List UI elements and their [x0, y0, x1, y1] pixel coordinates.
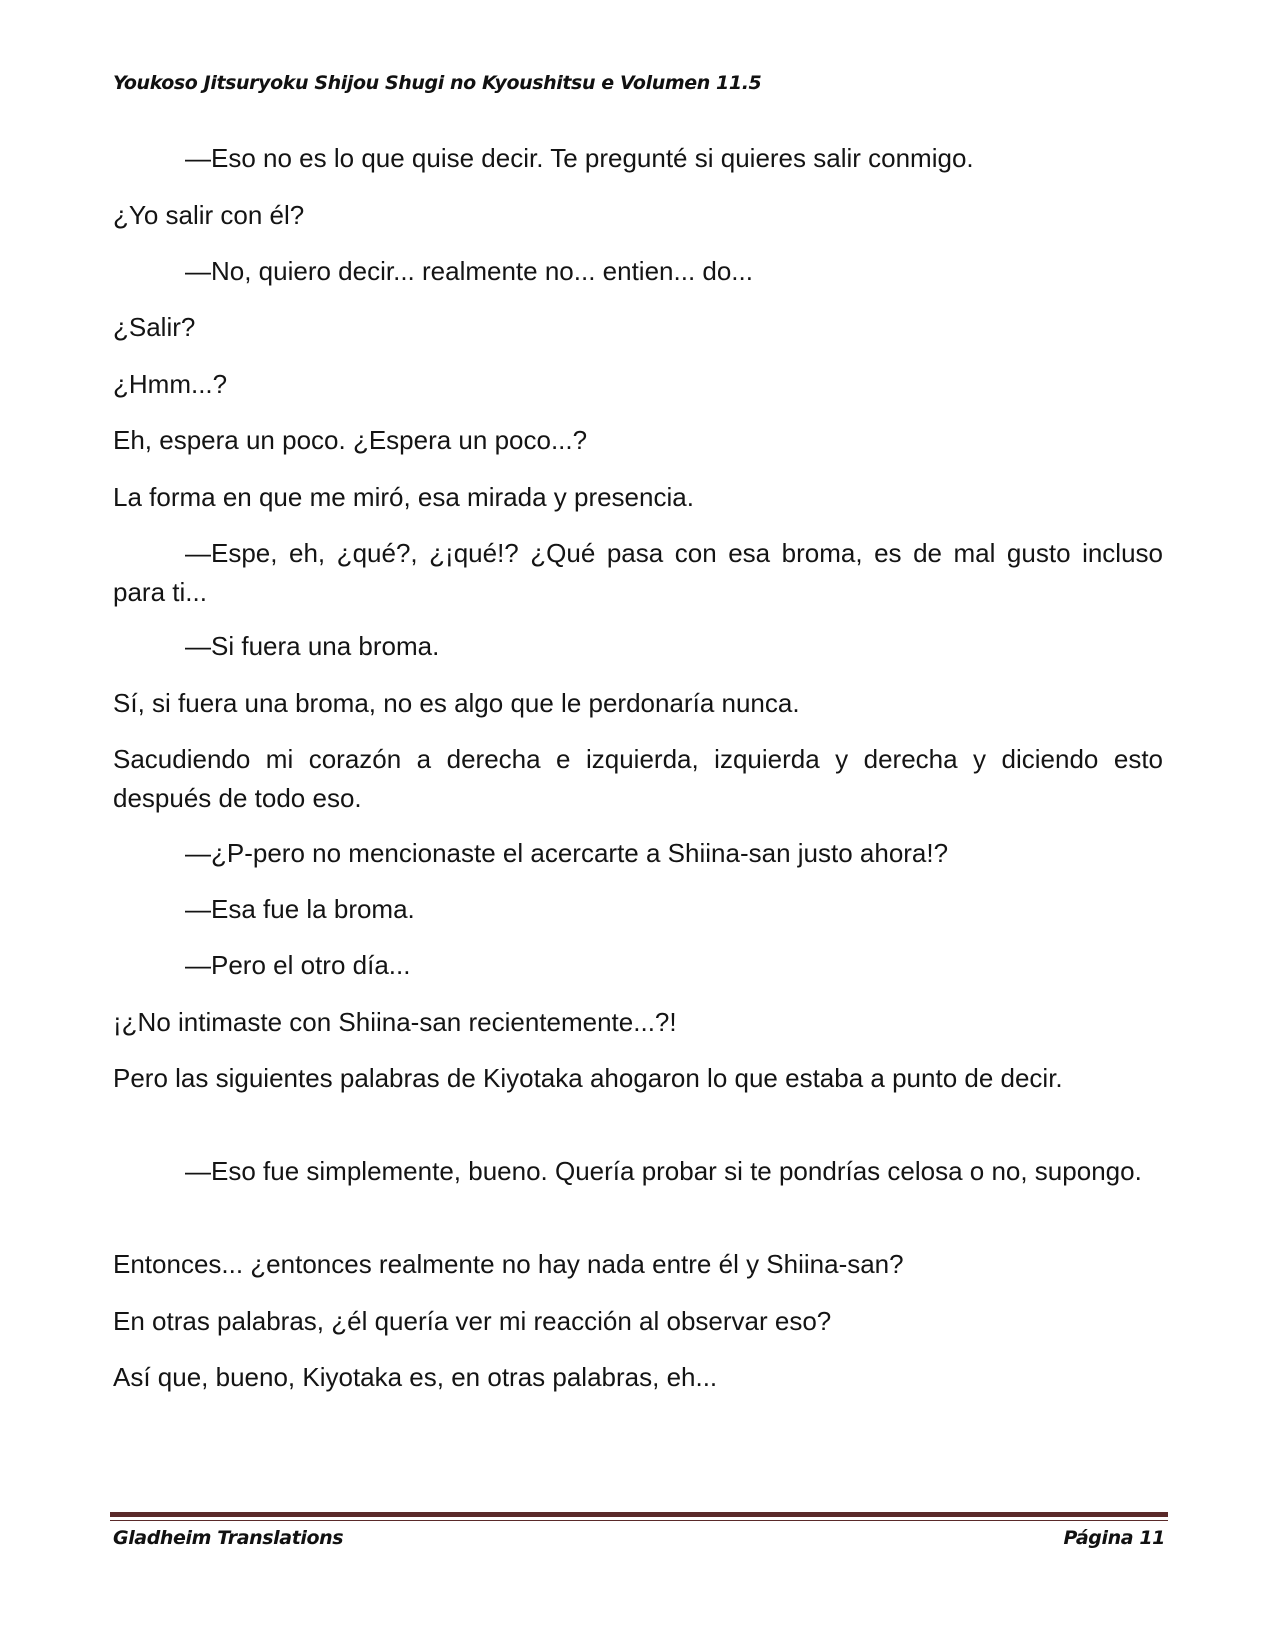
paragraph: ¿Yo salir con él?	[113, 200, 305, 230]
paragraph: Sí, si fuera una broma, no es algo que le perdonaría nunca.	[113, 688, 800, 718]
paragraph: —Si fuera una broma.	[185, 631, 440, 661]
paragraph: Así que, bueno, Kiyotaka es, en otras palabras, eh...	[113, 1362, 718, 1392]
paragraph: —Eso fue simplemente, bueno. Quería probar si te pondrías celosa o no, supongo.	[185, 1156, 1142, 1186]
paragraph: Eh, espera un poco. ¿Espera un poco...?	[113, 425, 588, 455]
paragraph: —No, quiero decir... realmente no... entien... do...	[185, 256, 753, 286]
footer-credit: Gladheim Translations	[113, 1527, 344, 1549]
page-number: Página 11	[1063, 1527, 1165, 1549]
paragraph: En otras palabras, ¿él quería ver mi reacción al observar eso?	[113, 1306, 832, 1336]
paragraph: Pero las siguientes palabras de Kiyotaka ahogaron lo que estaba a punto de decir.	[113, 1063, 1063, 1093]
paragraph: La forma en que me miró, esa mirada y presencia.	[113, 482, 694, 512]
paragraph: ¡¿No intimaste con Shiina-san recientemente...?!	[113, 1007, 677, 1037]
paragraph: Entonces... ¿entonces realmente no hay nada entre él y Shiina-san?	[113, 1249, 904, 1279]
paragraph: ¿Salir?	[113, 312, 196, 342]
paragraph: —Eso no es lo que quise decir. Te pregunté si quieres salir conmigo.	[185, 143, 974, 173]
page-header-title: Youkoso Jitsuryoku Shijou Shugi no Kyoushitsu e Volumen 11.5	[113, 72, 762, 94]
paragraph: —¿P-pero no mencionaste el acercarte a Shiina-san justo ahora!?	[185, 838, 949, 868]
paragraph: ¿Hmm...?	[113, 369, 228, 399]
footer-divider-thin	[110, 1520, 1168, 1521]
paragraph: Sacudiendo mi corazón a derecha e izquierda, izquierda y derecha y diciendo esto después de todo eso.	[113, 744, 1163, 813]
footer-divider	[110, 1512, 1168, 1517]
paragraph: —Espe, eh, ¿qué?, ¿¡qué!? ¿Qué pasa con esa broma, es de mal gusto incluso para ti...	[113, 538, 1163, 607]
paragraph: —Pero el otro día...	[185, 950, 411, 980]
paragraph: —Esa fue la broma.	[185, 894, 415, 924]
